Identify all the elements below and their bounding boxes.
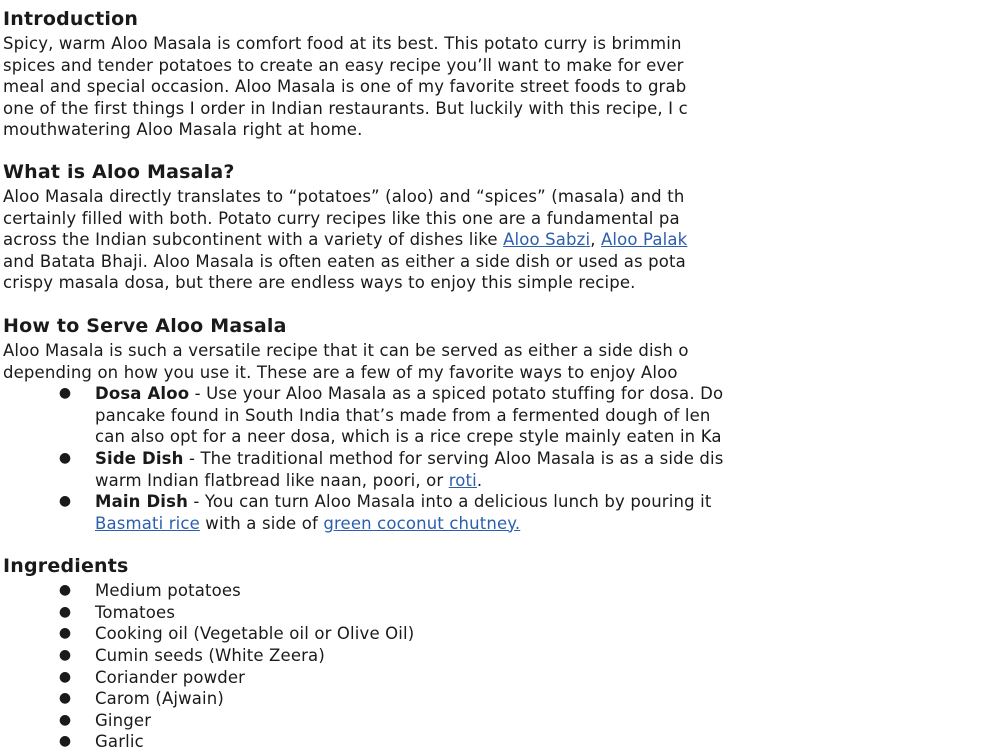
intro-line: meal and special occasion. Aloo Masala is one of my favorite street foods to grab [3,77,687,97]
ingredient-item [3,602,1000,624]
ingredient-label: Cooking oil (Vegetable oil or Olive Oil) [95,624,415,644]
bullet-title: Side Dish [95,448,184,468]
ingredient-label: Garlic [95,732,144,752]
bullet-icon: ● [58,668,72,685]
ingredient-label: Medium potatoes [95,581,241,601]
bullet-icon: ● [58,690,72,707]
bullet-icon: ● [58,603,72,620]
ingredient-label: Tomatoes [95,602,176,622]
serve-line: Aloo Masala is such a versatile recipe that it can be served as either a side dish o [3,340,689,360]
bullet-icon: ● [58,647,72,664]
roti-link[interactable]: roti [448,470,477,490]
serve-heading: How to Serve Aloo Masala [3,314,287,337]
serve-bullet-main-cont [3,513,1000,535]
serve-bullet-side-cont [3,470,1000,492]
bullet-icon: ● [58,449,72,466]
intro-line: one of the first things I order in Indian restaurants. But luckily with this recipe, I c [3,98,688,118]
article-body [3,5,1000,753]
bullet-title: Main Dish [95,492,188,512]
what-line: certainly filled with both. Potato curry recipes like this one are a fundamental pa [3,208,680,228]
bullet-text: warm Indian flatbread like naan, poori, or [95,470,449,490]
ingredient-item [3,667,1000,689]
aloo-palak-link[interactable]: Aloo Palak [600,230,688,250]
ingredient-label: Carom (Ajwain) [95,689,224,709]
bullet-text: with a side of [199,513,324,533]
bullet-icon: ● [58,711,72,728]
what-line [3,229,1000,251]
serve-bullet-dosa [3,383,1000,405]
ingredient-item [3,710,1000,732]
ingredients-heading: Ingredients [3,555,129,578]
serve-bullet-dosa-cont: pancake found in South India that’s made from a fermented dough of len [95,405,711,425]
what-line: crispy masala dosa, but there are endless ways to enjoy this simple recipe. [3,273,636,293]
bullet-text: - Use your Aloo Masala as a spiced potato stuffing for dosa. Do [189,384,724,404]
intro-heading: Introduction [3,8,139,30]
bullet-text: - The traditional method for serving Aloo Masala is as a side dis [183,448,724,468]
bullet-icon: ● [58,493,72,510]
ingredient-item [3,645,1000,667]
bullet-icon: ● [58,582,72,599]
ingredient-item [3,688,1000,710]
link-separator: , [590,230,601,250]
what-line-text: across the Indian subcontinent with a variety of dishes like [3,230,504,250]
what-line: Aloo Masala directly translates to “potatoes” (aloo) and “spices” (masala) and th [3,186,685,206]
serve-bullet-side [3,448,1000,470]
bullet-text: - You can turn Aloo Masala into a delicious lunch by pouring it [187,492,712,512]
ingredient-item [3,623,1000,645]
serve-bullet-main [3,491,1000,513]
bullet-title: Dosa Aloo [95,384,190,404]
aloo-sabzi-link[interactable]: Aloo Sabzi [503,230,591,250]
ingredient-label: Cumin seeds (White Zeera) [95,646,325,666]
basmati-rice-link[interactable]: Basmati rice [95,513,200,533]
ingredient-label: Coriander powder [95,667,246,687]
serve-bullet-dosa-cont: can also opt for a neer dosa, which is a rice crepe style mainly eaten in Ka [95,427,722,447]
ingredient-item [3,580,1000,602]
intro-line: Spicy, warm Aloo Masala is comfort food at its best. This potato curry is brimmin [3,34,682,53]
what-heading: What is Aloo Masala? [3,160,235,183]
what-line: and Batata Bhaji. Aloo Masala is often eaten as either a side dish or used as pota [3,251,686,271]
intro-line: mouthwatering Aloo Masala right at home. [3,120,363,140]
bullet-icon: ● [58,385,72,402]
ingredient-label: Ginger [95,710,152,730]
bullet-text: . [476,470,483,490]
intro-line: spices and tender potatoes to create an easy recipe you’ll want to make for ever [3,55,684,75]
bullet-icon: ● [58,733,72,750]
serve-line: depending on how you use it. These are a few of my favorite ways to enjoy Aloo [3,362,678,382]
green-coconut-chutney-link[interactable]: green coconut chutney. [323,513,521,533]
bullet-icon: ● [58,625,72,642]
